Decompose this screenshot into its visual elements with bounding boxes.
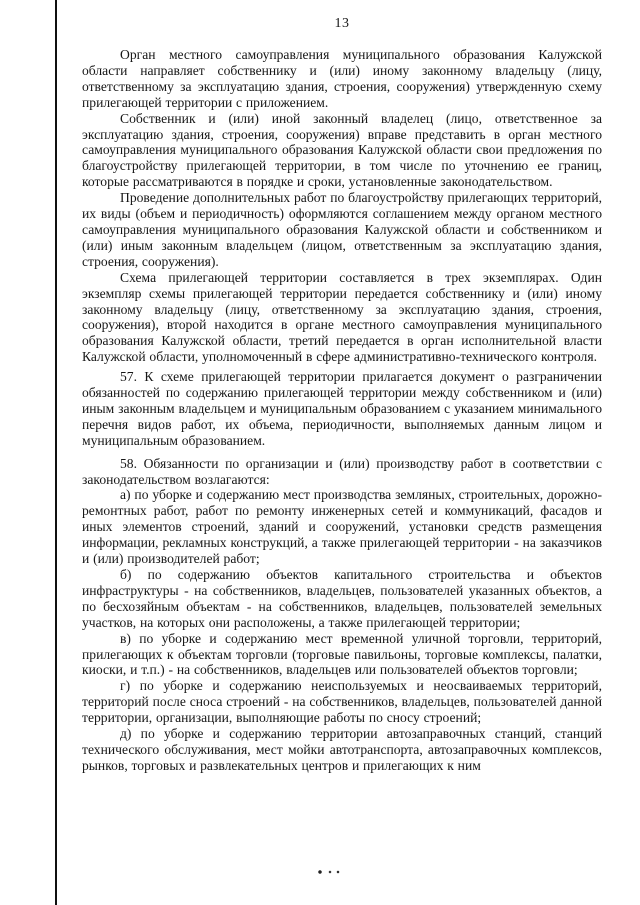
- paragraph-subitem-a: а) по уборке и содержанию мест производства земляных, строительных, дорожно-ремонтных работ, работ по ремонту инженерных сетей и коммуникаций, фасадов и иных элементов строений, зданий и сооружений, установки средств размещения информации, рекламных конструкций, а также прилегающей территории - на заказчиков и (или) производителей работ;: [82, 487, 602, 567]
- paragraph-item-57: 57. К схеме прилегающей территории прилагается документ о разграничении обязанностей по содержанию прилегающей территории между собственником и (или) иным законным владельцем и муниципальным образованием с указанием минимального перечня видов работ, их объема, периодичности, выполняемых данным лицом и муниципальным образованием.: [82, 369, 602, 448]
- paragraph-item-58: 58. Обязанности по организации и (или) производству работ в соответствии с законодательством возлагаются:: [82, 455, 602, 487]
- page-edge-line: [55, 0, 57, 905]
- page-number: 13: [334, 16, 350, 31]
- paragraph-subitem-g: г) по уборке и содержанию неиспользуемых и неосваиваемых территорий, территорий после сноса строений - на собственников, владельцев, пользователей данной территории, организации, выполняющие работы по сносу строений;: [82, 678, 602, 726]
- scan-artifact: [316, 870, 342, 874]
- paragraph-owner-proposals: Собственник и (или) иной законный владелец (лицо, ответственное за эксплуатацию здания, строения, сооружения) вправе представить в орган местного самоуправления муниципального образования Калужской области свои предложения по благоустройству прилегающей территории, в том числе по уточнению ее границ, которые рассматриваются в порядке и сроки, установленные законодательством.: [82, 110, 602, 190]
- paragraph-subitem-d: д) по уборке и содержанию территории автозаправочных станций, станций технического обслуживания, мест мойки автотранспорта, автозаправочных комплексов, рынков, торговых и развлекательных центров и прилегающих к ним: [82, 726, 602, 773]
- paragraph-scheme-sending: Орган местного самоуправления муниципального образования Калужской области направляет собственнику и (или) иному законному владельцу (лицу, ответственному за эксплуатацию здания, строения, сооружения) утвержденную схему прилегающей территории с приложением.: [82, 47, 602, 110]
- paragraph-subitem-v: в) по уборке и содержанию мест временной уличной торговли, территорий, прилегающих к объектам торговли (торговые павильоны, торговые комплексы, палатки, киоски, и т.п.) - на собственников, владельцев или пользователей объектов торговли;: [82, 630, 602, 678]
- paragraph-subitem-b: б) по содержанию объектов капитального строительства и объектов инфраструктуры - на собственников, владельцев, пользователей указанных объектов, а по бесхозяйным объектам - на собственников, владельцев, пользователей земельных участков, на которых они расположены, а также прилегающей территории;: [82, 567, 602, 630]
- page-body: [82, 16, 602, 774]
- paragraph-scheme-copies: Схема прилегающей территории составляется в трех экземплярах. Один экземпляр схемы прилегающей территории передается собственнику и (или) иному законному владельцу (лицу, ответственному за эксплуатацию здания, строения, сооружения), второй находится в органе местного самоуправления муниципального образования Калужской области, третий передается в орган исполнительной власти Калужской области, уполномоченный в сфере административно-технического контроля.: [82, 269, 602, 365]
- paragraph-additional-works: Проведение дополнительных работ по благоустройству прилегающих территорий, их виды (объем и периодичность) оформляются соглашением между органом местного самоуправления муниципального образования Калужской области и собственником и (или) иным законным владельцем (лицом, ответственным за эксплуатацию здания, строения, сооружения).: [82, 190, 602, 269]
